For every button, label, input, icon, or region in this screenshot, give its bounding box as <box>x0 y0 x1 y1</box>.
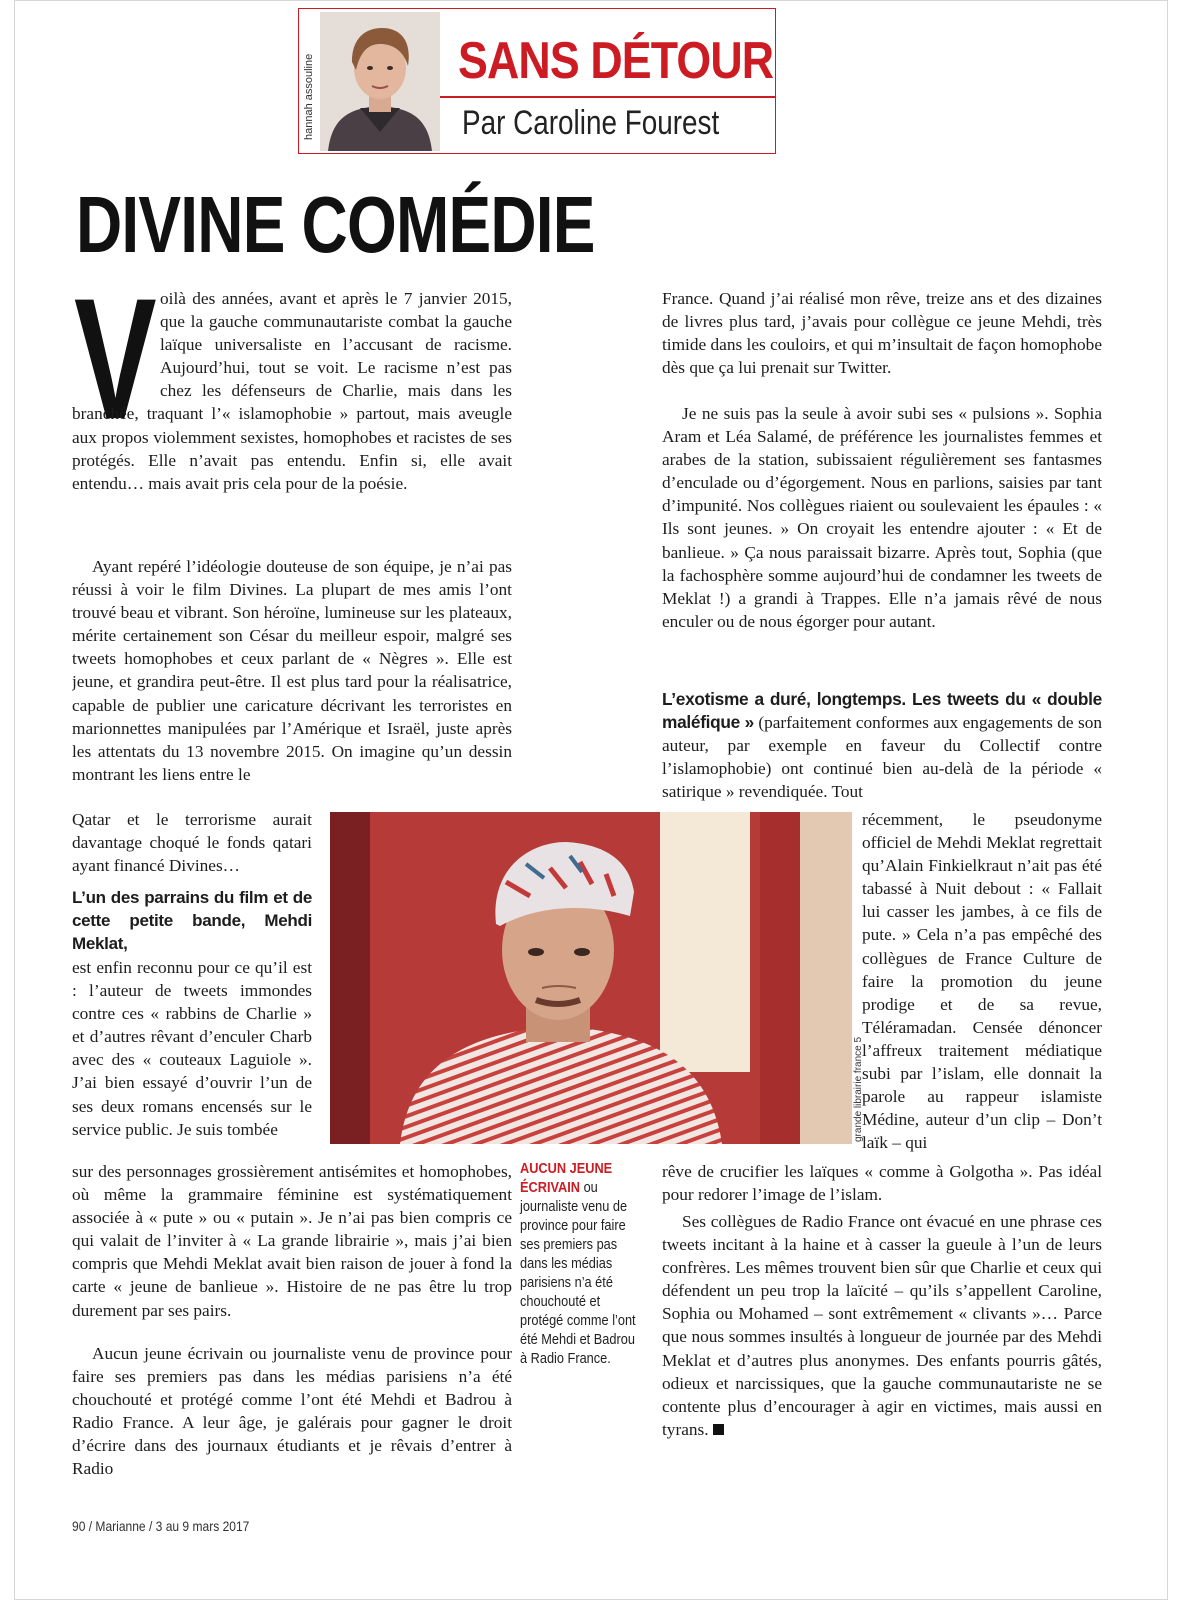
col1-para2-end <box>72 808 312 878</box>
col2-para3 <box>662 688 1102 808</box>
col1-para3 <box>72 956 312 1156</box>
col2-para3-mid <box>862 808 1102 1154</box>
column-author: Par Caroline Fourest <box>462 104 720 142</box>
col1-para1-continued <box>72 402 512 552</box>
caption-lead: AUCUN JEUNE ÉCRIVAIN <box>520 1161 613 1196</box>
col2-para4 <box>662 1210 1102 1485</box>
col1-subhead <box>72 886 312 956</box>
paragraph: Ses collègues de Radio France ont évacué en une phrase ces tweets incitant à la haine et à casser la gueule à l’un de leurs confrères. Les mêmes trouvent bien sûr que Charlie et ceux qui défendent un peu trop la laïcité – qu’ils s’appellent Caroline, Sophia ou Mohamed – sont extrêmement « clivants »… Parce que nous sommes insultés à longueur de journée par des Mehdi Meklat et d’autres plus anonymes. Des enfants pourris gâtés, odieux et narcissiques, que la gauche communautariste ne se contente plus d’encourager à agir en victimes, mais aussi en tyrans. <box>662 1212 1102 1439</box>
page-folio: 90 / Marianne / 3 au 9 mars 2017 <box>72 1518 250 1534</box>
paragraph: rêve de crucifier les laïques « comme à Golgotha ». Pas idéal pour redorer l’image de l’islam. <box>662 1162 1102 1205</box>
paragraph: Ayant repéré l’idéologie douteuse de son équipe, je n’ai pas réussi à voir le film Divines. La plupart de mes amis l’ont trouvé beau et vibrant. Son héroïne, lumineuse sur les plateaux, mérite certainement son César du meilleur espoir, malgré ses tweets homophobes et ceux parlant de « Nègres ». Elle est jeune, et grandira peut-être. Il est plus tard pour la réalisatrice, capable de publier une caricature décrivant les terroristes en marionnettes manipulées par l’Amérique et Israël, juste après les attentats du 13 novembre 2015. On imagine qu’un dessin montrant les liens entre le <box>72 557 512 784</box>
article-photo <box>330 812 852 1144</box>
col1-para3-end <box>72 1160 512 1340</box>
paragraph: Je ne suis pas la seule à avoir subi ses « pulsions ». Sophia Aram et Léa Salamé, de préférence les journalistes femmes et arabes de la station, subissaient régulièrement ses fantasmes d’enculade ou d’égorgement. Nous en parlions, saisies par tant d’impunité. Nos collègues riaient ou soulevaient les épaules : « Ils sont jeunes. » On croyait les entendre ajouter : « Et de banlieue. » Ça nous paraissait bizarre. Après tout, Sophia (que la fachosphère somme aujourd’hui de condamner les tweets de Meklat !) a grandi à Trappes. Elle n’a jamais rêvé de nous enculer ou de nous égorger pour autant. <box>662 404 1102 631</box>
paragraph: est enfin reconnu pour ce qu’il est : l’auteur de tweets immondes contre ces « rabbins de Charlie » et d’autres rêvant d’enculer Charb avec des « couteaux Laguiole ». J’ai bien essayé d’ouvrir l’un de ses deux romans encensés sur le service public. Je suis tombée <box>72 958 312 1139</box>
subhead: L’exotisme a duré, longtemps. Les tweets du « double maléfique » <box>662 689 1102 733</box>
col1-para1-indented <box>160 287 512 402</box>
subhead: L’un des parrains du film et de cette petite bande, Mehdi Meklat, <box>72 888 312 953</box>
end-mark <box>713 1424 724 1435</box>
paragraph: récemment, le pseudonyme officiel de Mehdi Meklat regrettait qu’Alain Finkielkraut n’ait pas été tabassé à Nuit debout : « Fallait lui casser les jambes, à ce fils de pute. » Cela n’a pas empêché des collègues de France Culture de faire la promotion du jeune prodige et de sa revue, Téléramadan. Censée dénoncer l’affreux traitement médiatique subi par l’islam, elle donnait la parole au rappeur islamiste Médine, auteur d’un clip – Don’t laïk – qui <box>862 810 1102 1153</box>
portrait-credit: hannah assouline <box>303 53 315 141</box>
column-divider <box>440 96 776 98</box>
photo-caption <box>520 1160 638 1370</box>
author-portrait <box>320 12 440 151</box>
paragraph: branchée, traquant l’« islamophobie » partout, mais aveugle aux propos violemment sexistes, homophobes et racistes de ses protégés. Elle n’avait pas entendu. Enfin si, elle avait entendu… mais avait pris cela pour de la poésie. <box>72 404 512 493</box>
col2-para1 <box>662 287 1102 402</box>
paragraph: sur des personnages grossièrement antisémites et homophobes, où même la grammaire féminine est systématiquement associée à « pute » ou « putain ». Je n’ai pas bien compris ce qui valait de l’inviter à « La grande librairie », mais j’ai bien compris que Mehdi Meklat avait bien raison de jouer à fond la carte « jeune de banlieue ». Histoire de ne pas être lu trop durement par ses pairs. <box>72 1162 512 1320</box>
paragraph: Aucun jeune écrivain ou journaliste venu de province pour faire ses premiers pas dans les médias parisiens n’a été chouchouté et protégé comme l’ont été Mehdi et Badrou à Radio France. A leur âge, je galérais pour gagner le droit d’écrire dans des journaux étudiants et je rêvais d’entrer à Radio <box>72 1344 512 1479</box>
drop-cap: V <box>74 263 157 455</box>
photo-credit: grande librairie france 5 <box>853 1036 864 1142</box>
paragraph: (parfaitement conformes aux engagements de son auteur, par exemple en faveur du Collectif contre l’islamophobie) ont continué bien au-delà de la période « satirique » revendiquée. Tout <box>662 713 1102 802</box>
col1-para4 <box>72 1342 512 1482</box>
col1-para2 <box>72 555 512 805</box>
paragraph: France. Quand j’ai réalisé mon rêve, treize ans et des dizaines de livres plus tard, j’avais pour collègue ce jeune Mehdi, très timide dans les couloirs, et qui m’insultait de façon homophobe dès que ça lui prenait sur Twitter. <box>662 289 1102 378</box>
col2-para3-end <box>662 1160 1102 1208</box>
paragraph: Qatar et le terrorisme aurait davantage choqué le fonds qatari ayant financé Divines… <box>72 810 312 876</box>
column-title: SANS DÉTOUR <box>458 32 774 90</box>
col2-para2 <box>662 402 1102 664</box>
paragraph: oilà des années, avant et après le 7 janvier 2015, que la gauche communautariste combat la gauche laïque universaliste en l’accusant de racisme. Aujourd’hui, tout se voit. Le racisme n’est pas chez les défenseurs de Charlie, mais dans les <box>160 289 512 401</box>
article-headline: DIVINE COMÉDIE <box>76 180 595 269</box>
caption-text: ou journaliste venu de province pour faire ses premiers pas dans les médias parisiens n’a été chouchouté et protégé comme l’ont été Mehdi et Badrou à Radio France. <box>520 1180 636 1367</box>
